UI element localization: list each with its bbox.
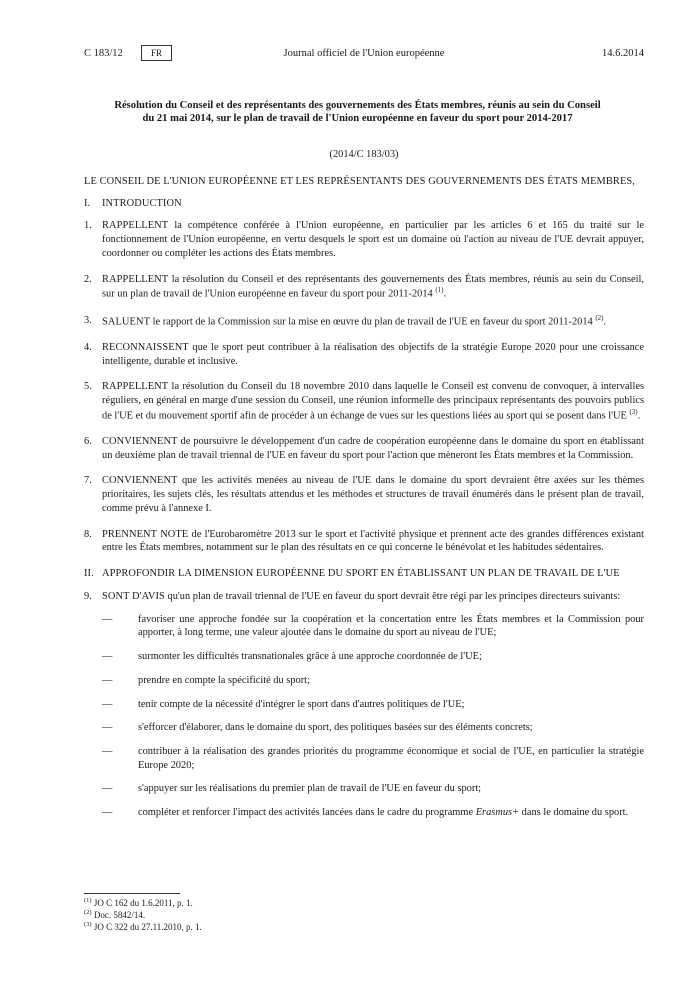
- footnote: [84, 921, 584, 933]
- numbered-paragraphs: [84, 219, 644, 555]
- list-item: [102, 782, 644, 796]
- numbered-paragraph: 5. RAPPELLENT la résolution du Conseil du 18 novembre 2010 dans laquelle le Conseil est convenu de convoquer, à intervalles réguliers, en général en marge d'une session du Conseil, une réunion informelle des principaux représentants des pouvoirs publics de l'UE et du mouvement sportif afin de procéder à un échange de vues sur les questions liées au sport qui se posent dans l'UE $^{(3)}$.: [84, 381, 644, 422]
- numbered-paragraph: 2. RAPPELLENT la résolution du Conseil et des représentants des gouvernements des États membres, réunis au sein du Conseil, sur un plan de travail de l'Union européenne en faveur du sport pour 2011-2014 $^{(1)}$.: [84, 273, 644, 300]
- footnote-mark: (2): [84, 909, 92, 917]
- list-text: s'efforcer d'élaborer, dans le domaine du sport, des politiques basées sur des éléments concrets;: [138, 722, 533, 734]
- paragraph-text: la résolution du Conseil du 18 novembre 2010 dans laquelle le Conseil est convenu de convoquer, à intervalles réguliers, en général en marge d'une session du Conseil, une réunion informelle des principaux représentants des pouvoirs publics de l'UE et du mouvement sportif afin de procéder à un échange de vues sur les questions liées au sport qui se posent dans l'UE: [102, 381, 644, 422]
- footnote-ref[interactable]: (3): [629, 407, 638, 416]
- list-text: dans le domaine du sport.: [519, 807, 629, 819]
- list-item: [102, 698, 644, 712]
- list-dash: —: [102, 698, 113, 710]
- numbered-paragraph: [84, 341, 644, 368]
- page-reference: C 183/12: [84, 48, 123, 59]
- list-dash: —: [102, 674, 113, 686]
- section-number: I.: [84, 197, 91, 209]
- paragraph-lead: RAPPELLENT: [102, 273, 169, 285]
- paragraph-text: de poursuivre le développement d'un cadre de coopération européenne dans le domaine du sport en établissant un deuxième plan de travail triennal de l'UE en faveur du sport pour l'action que mèneront les États membres et la Commission.: [102, 435, 644, 461]
- paragraph-text: qu'un plan de travail triennal de l'UE en faveur du sport devrait être régi par les principes directeurs suivants:: [164, 590, 621, 602]
- list-text: surmonter les difficultés transnationales grâce à une approche coordonnée de l'UE;: [138, 651, 482, 663]
- paragraph-text: la compétence conférée à l'Union européenne, en particulier par les articles 6 et 165 du traité sur le fonctionnement de l'Union européenne, en vertu desquels le sport est un domaine où l'action au niveau de l'UE devrait appuyer, coordonner ou compléter les actions des États membres.: [102, 220, 644, 259]
- document-reference: (2014/C 183/03): [329, 149, 399, 160]
- footnote-text: JO C 162 du 1.6.2011, p. 1.: [93, 898, 193, 908]
- section-heading-2: [84, 567, 644, 581]
- list-dash: —: [102, 783, 113, 795]
- publication-date: 14.6.2014: [602, 48, 644, 59]
- list-dash: —: [102, 651, 113, 663]
- paragraph-text: le rapport de la Commission sur la mise en œuvre du plan de travail de l'UE en faveur du sport 2011-2014: [150, 316, 596, 328]
- section-title: APPROFONDIR LA DIMENSION EUROPÉENNE DU SPORT EN ÉTABLISSANT UN PLAN DE TRAVAIL DE L'UE: [102, 568, 620, 580]
- numbered-paragraph: 3. SALUENT le rapport de la Commission sur la mise en œuvre du plan de travail de l'UE en faveur du sport 2011-2014 $^{(2)}$.: [84, 313, 607, 328]
- list-text: tenir compte de la nécessité d'intégrer le sport dans d'autres politiques de l'UE;: [138, 698, 465, 710]
- paragraph-number: 2.: [84, 273, 92, 285]
- list-emphasis: Erasmus+: [475, 807, 520, 819]
- section-number: II.: [84, 568, 94, 580]
- paragraph-number: 5.: [84, 381, 92, 393]
- paragraph-lead: RECONNAISSENT: [102, 341, 189, 353]
- list-item: [102, 650, 644, 664]
- paragraph-number: 3.: [84, 314, 92, 326]
- list-dash: —: [102, 807, 113, 819]
- list-text: s'appuyer sur les réalisations du premier plan de travail de l'UE en faveur du sport;: [138, 783, 482, 795]
- section-heading-1: [84, 197, 644, 211]
- page-header: [84, 47, 644, 65]
- language-badge: FR: [141, 45, 172, 61]
- numbered-paragraph: [84, 590, 644, 604]
- footnotes: [84, 893, 584, 933]
- footnote-list: [84, 897, 584, 933]
- document-body: [84, 175, 644, 830]
- list-text: compléter et renforcer l'impact des activités lancées dans le cadre du programme: [138, 807, 476, 819]
- list-dash: —: [102, 745, 113, 757]
- list-item: [102, 721, 644, 735]
- paragraph-lead: SALUENT: [102, 316, 151, 328]
- paragraph-lead: PRENNENT NOTE: [102, 528, 189, 540]
- list-text: favoriser une approche fondée sur la coopération et la concertation entre les États membres et la Commission pour apporter, à long terme, une valeur ajoutée dans le domaine du sport au niveau de l'UE;: [138, 613, 644, 639]
- paragraph-lead: SONT D'AVIS: [102, 590, 165, 602]
- paragraph-number: 7.: [84, 475, 92, 487]
- list-item: [102, 745, 644, 772]
- section-title: INTRODUCTION: [102, 197, 182, 209]
- list-dash: —: [102, 722, 113, 734]
- list-dash: —: [102, 613, 113, 625]
- numbered-paragraph: [84, 474, 644, 515]
- paragraph-text: la résolution du Conseil et des représentants des gouvernements des États membres, réunis au sein du Conseil, sur un plan de travail de l'Union européenne en faveur du sport pour 2011-2014: [102, 273, 644, 300]
- list-text: prendre en compte la spécificité du sport;: [138, 674, 310, 686]
- preamble: LE CONSEIL DE L'UNION EUROPÉENNE ET LES REPRÉSENTANTS DES GOUVERNEMENTS DES ÉTATS MEMBRES,: [84, 176, 635, 187]
- footnote-mark: (1): [84, 897, 92, 904]
- footnote-text: JO C 322 du 27.11.2010, p. 1.: [93, 922, 202, 933]
- paragraph-lead: CONVIENNENT: [102, 475, 178, 487]
- footnote: [84, 897, 584, 909]
- paragraph-number: 6.: [84, 435, 92, 447]
- numbered-paragraph: [84, 435, 644, 462]
- paragraph-lead: RAPPELLENT: [102, 220, 169, 232]
- footnote-ref[interactable]: (1): [435, 286, 444, 295]
- footnote-ref[interactable]: (2): [595, 313, 604, 322]
- paragraph-text: que le sport peut contribuer à la réalisation des objectifs de la stratégie Europe 2020 pour une croissance intelligente, durable et inclusive.: [102, 341, 644, 367]
- paragraph-number: 9.: [84, 590, 92, 602]
- footnote-divider: [84, 893, 180, 894]
- footnote-mark: (3): [84, 921, 92, 929]
- numbered-paragraph: [84, 219, 644, 260]
- footnote: [84, 909, 584, 921]
- paragraph-lead: CONVIENNENT: [102, 435, 178, 447]
- paragraph-number: 8.: [84, 528, 92, 540]
- principles-list: [84, 613, 644, 797]
- paragraph-number: 4.: [84, 341, 92, 353]
- paragraph-text: que les activités menées au niveau de l'UE dans le domaine du sport devraient être axées sur les thèmes prioritaires, les sujets clés, les résultats attendus et les méthodes et structures de travail énumérés dans le présent plan de travail, comme prévu à l'annexe I.: [102, 475, 644, 514]
- footnote-text: Doc. 5842/14.: [93, 910, 146, 921]
- document-title: Résolution du Conseil et des représentants des gouvernements des États membres, réunis au sein du Conseil du 21 mai 2014, sur le plan de travail de l'Union européenne en faveur du sport pour 2014-2017: [114, 100, 601, 125]
- paragraph-number: 1.: [84, 220, 92, 232]
- numbered-paragraph: [84, 528, 644, 555]
- list-item: [102, 674, 644, 688]
- paragraph-text: de l'Eurobaromètre 2013 sur le sport et l'activité physique et prennent acte des grandes différences existant entre les États membres, notamment sur le plan des résultats en ce qui concerne le bénévolat et les habitudes sédentaires.: [102, 528, 644, 554]
- list-item: [102, 613, 644, 640]
- list-text: contribuer à la réalisation des grandes priorités du programme économique et social de l'UE, en particulier la stratégie Europe 2020;: [138, 745, 644, 771]
- journal-title: Journal officiel de l'Union européenne: [283, 48, 445, 59]
- list-item: [102, 806, 644, 820]
- paragraph-lead: RAPPELLENT: [102, 381, 169, 393]
